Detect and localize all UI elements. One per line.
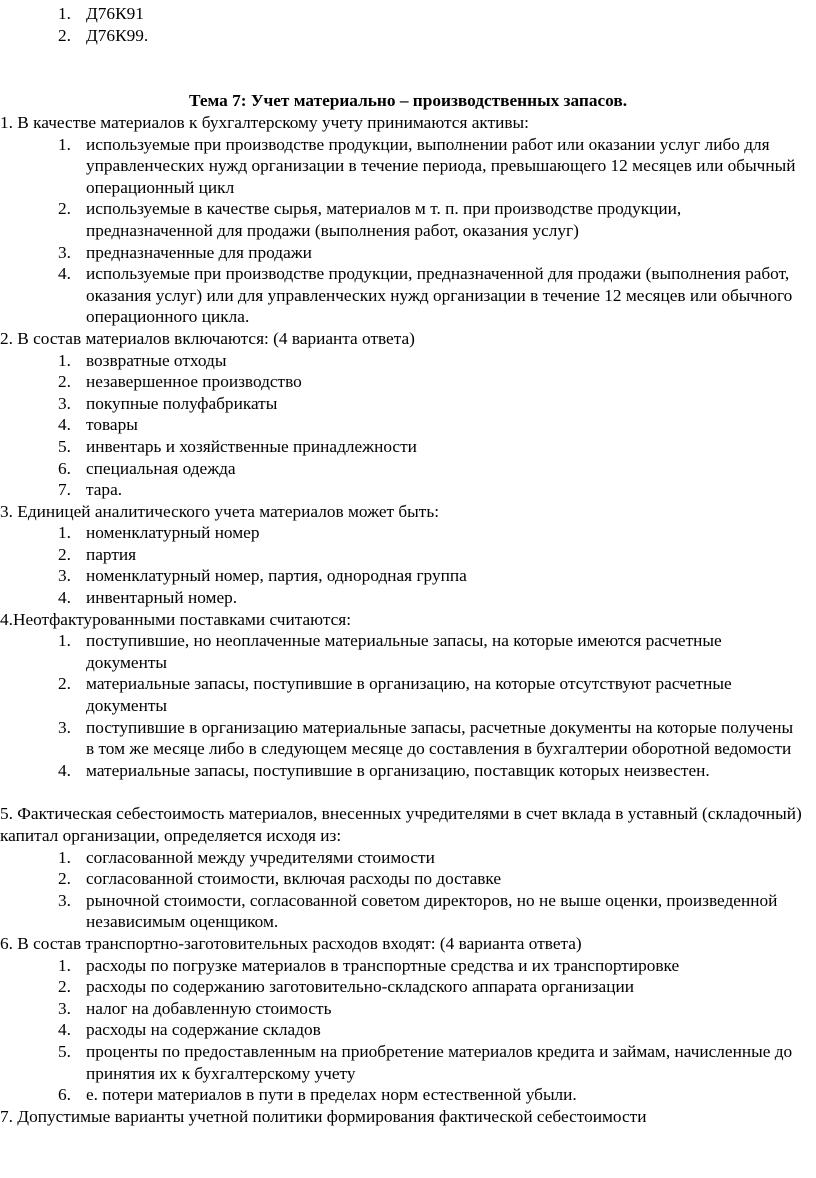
option-number: 4.: [58, 264, 71, 284]
option-text: расходы на содержание складов: [86, 1020, 321, 1040]
option-text: незавершенное производство: [86, 372, 302, 392]
answer-option: [0, 414, 816, 436]
answer-option: [0, 760, 816, 782]
question-text: 3. Единицей аналитического учета материалов может быть:: [0, 501, 440, 521]
answer-options: [0, 522, 816, 608]
list-item: [0, 3, 816, 25]
option-text: предназначенные для продажи: [86, 242, 312, 262]
answer-option: [0, 1084, 816, 1106]
option-text: согласованной между учредителями стоимости: [86, 847, 435, 867]
option-text: специальная одежда: [86, 458, 236, 478]
answer-option: [0, 955, 816, 977]
answer-option: [0, 976, 816, 998]
option-text: поступившие, но неоплаченные материальные запасы, на которые имеются расчетные документы: [86, 631, 722, 672]
answer-option: [0, 479, 816, 501]
answer-option: [0, 868, 816, 890]
option-text: поступившие в организацию материальные запасы, расчетные документы на которые получены в том же месяце либо в следующем месяце до составления в бухгалтерии оборотной ведомости: [86, 717, 794, 759]
answer-option: [0, 890, 816, 933]
answer-options: [0, 350, 816, 501]
option-text: е. потери материалов в пути в пределах норм естественной убыли.: [86, 1085, 577, 1105]
option-text: возвратные отходы: [86, 350, 227, 370]
option-text: инвентарь и хозяйственные принадлежности: [86, 436, 417, 456]
option-number: 4.: [58, 760, 71, 780]
item-number: 1.: [58, 4, 71, 23]
option-number: 6.: [58, 458, 71, 478]
option-number: 1.: [58, 955, 71, 975]
answer-option: [0, 673, 816, 716]
answer-option: [0, 1041, 816, 1084]
question-text: 1. В качестве материалов к бухгалтерскому учету принимаются активы:: [0, 113, 529, 132]
answer-option: [0, 565, 816, 587]
top-list: [0, 3, 816, 46]
option-text: материальные запасы, поступившие в организацию, поставщик которых неизвестен.: [86, 760, 710, 780]
option-number: 7.: [58, 480, 71, 500]
option-number: 3.: [58, 393, 71, 413]
option-number: 1.: [58, 523, 71, 543]
option-number: 4.: [58, 1020, 71, 1040]
option-number: 3.: [58, 717, 71, 737]
option-number: 3.: [58, 242, 71, 262]
questions-container: [0, 112, 816, 1127]
option-text: номенклатурный номер: [86, 523, 260, 543]
answer-option: [0, 263, 816, 328]
section-title: Тема 7: Учет материально – производственных запасов.: [188, 91, 628, 110]
answer-options: [0, 847, 816, 933]
option-number: 2.: [58, 372, 71, 392]
item-text: Д76К99.: [86, 25, 149, 45]
option-number: 2.: [58, 199, 71, 219]
answer-options: [0, 630, 816, 781]
answer-option: [0, 587, 816, 609]
option-number: 6.: [58, 1085, 71, 1105]
option-text: материальные запасы, поступившие в организацию, на которые отсутствуют расчетные документы: [86, 674, 732, 716]
answer-option: [0, 522, 816, 544]
option-number: 2.: [58, 674, 71, 694]
answer-option: [0, 134, 816, 199]
answer-options: [0, 134, 816, 328]
option-number: 3.: [58, 566, 71, 586]
option-text: покупные полуфабрикаты: [86, 393, 278, 413]
question-text: 6. В состав транспортно-заготовительных расходов входят: (4 варианта ответа): [0, 933, 582, 953]
question-text: 5. Фактическая себестоимость материалов, внесенных учредителями в счет вклада в уставный (складочный) капитал организации, определяется исходя из:: [0, 804, 802, 845]
option-number: 2.: [58, 869, 71, 889]
option-text: рыночной стоимости, согласованной советом директоров, но не выше оценки, произведенной независимым оценщиком.: [86, 890, 778, 932]
question-text: 7. Допустимые варианты учетной политики формирования фактической себестоимости: [0, 1106, 647, 1126]
option-number: 4.: [58, 415, 71, 435]
answer-option: [0, 198, 816, 241]
option-text: расходы по погрузке материалов в транспортные средства и их транспортировке: [86, 955, 680, 975]
answer-option: [0, 242, 816, 264]
option-number: 1.: [58, 134, 71, 154]
item-text: Д76К91: [86, 4, 144, 23]
option-text: расходы по содержанию заготовительно-складского аппарата организации: [86, 977, 634, 997]
option-number: 2.: [58, 977, 71, 997]
option-text: проценты по предоставленным на приобретение материалов кредита и займам, начисленные до принятия их к бухгалтерскому учету: [86, 1041, 793, 1083]
option-text: используемые при производстве продукции, предназначенной для продажи (выполнения работ, оказания услуг) или для управленческих нужд организации в течение 12 месяцев или обычного операционного цикла.: [86, 264, 793, 327]
list-item: [0, 25, 816, 47]
question-text: 2. В состав материалов включаются: (4 варианта ответа): [0, 328, 415, 348]
option-text: используемые при производстве продукции, выполнении работ или оказании услуг либо для управленческих нужд организации в течение периода, превышающего 12 месяцев или обычный операционный цикл: [86, 134, 796, 197]
answer-option: [0, 371, 816, 393]
option-number: 3.: [58, 998, 71, 1018]
option-number: 5.: [58, 436, 71, 456]
answer-option: [0, 350, 816, 372]
answer-option: [0, 1019, 816, 1041]
item-number: 2.: [58, 25, 71, 45]
answer-option: [0, 436, 816, 458]
option-text: тара.: [86, 480, 123, 500]
answer-options: [0, 955, 816, 1106]
option-text: товары: [86, 415, 138, 435]
question-text: 4.Неотфактурованными поставками считаются:: [0, 609, 352, 629]
option-number: 1.: [58, 847, 71, 867]
option-text: используемые в качестве сырья, материалов м т. п. при производстве продукции, предназначенной для продажи (выполнения работ, оказания услуг): [86, 199, 682, 240]
option-number: 1.: [58, 350, 71, 370]
option-number: 5.: [58, 1041, 71, 1061]
option-text: налог на добавленную стоимость: [86, 998, 332, 1018]
option-text: инвентарный номер.: [86, 588, 238, 608]
answer-option: [0, 847, 816, 869]
answer-option: [0, 544, 816, 566]
answer-option: [0, 630, 816, 673]
paragraph-gap: [0, 781, 816, 803]
option-number: 3.: [58, 890, 71, 910]
option-number: 4.: [58, 588, 71, 608]
option-text: номенклатурный номер, партия, однородная группа: [86, 566, 467, 586]
answer-option: [0, 458, 816, 480]
answer-option: [0, 393, 816, 415]
answer-option: [0, 998, 816, 1020]
answer-option: [0, 717, 816, 760]
option-number: 2.: [58, 544, 71, 564]
option-text: партия: [86, 544, 137, 564]
option-number: 1.: [58, 631, 71, 651]
option-text: согласованной стоимости, включая расходы по доставке: [86, 869, 502, 889]
